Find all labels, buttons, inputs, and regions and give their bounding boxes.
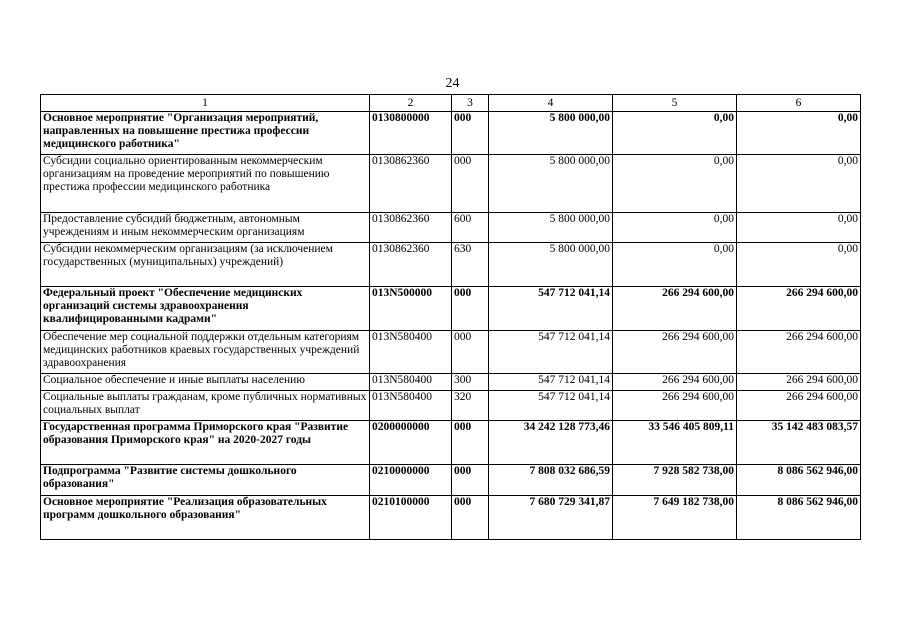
header-col-5: 5: [613, 95, 737, 112]
row-amount-4: 7 680 729 341,87: [489, 496, 613, 540]
row-amount-5: 7 928 582 738,00: [613, 465, 737, 496]
table-row: [41, 374, 861, 391]
row-amount-4: 547 712 041,14: [489, 287, 613, 331]
row-name: Социальное обеспечение и иные выплаты населению: [41, 374, 370, 391]
header-col-3: 3: [452, 95, 489, 112]
table-row: [41, 421, 861, 465]
row-amount-6: 35 142 483 083,57: [737, 421, 861, 465]
row-name: Подпрограмма "Развитие системы дошкольного образования": [41, 465, 370, 496]
row-amount-5: 33 546 405 809,11: [613, 421, 737, 465]
row-type: 630: [452, 243, 489, 287]
table-row: [41, 112, 861, 155]
table-row: [41, 287, 861, 331]
row-code: 013N580400: [370, 374, 452, 391]
table-row: [41, 331, 861, 374]
row-amount-6: 266 294 600,00: [737, 287, 861, 331]
page-number: 24: [445, 76, 460, 91]
row-name: Государственная программа Приморского края "Развитие образования Приморского края" на 2020-2027 годы: [41, 421, 370, 465]
header-col-4: 4: [489, 95, 613, 112]
row-amount-6: 266 294 600,00: [737, 331, 861, 374]
row-code: 013N580400: [370, 331, 452, 374]
row-amount-4: 5 800 000,00: [489, 213, 613, 243]
row-amount-6: 266 294 600,00: [737, 391, 861, 421]
row-code: 0130862360: [370, 213, 452, 243]
row-code: 013N580400: [370, 391, 452, 421]
row-name: Федеральный проект "Обеспечение медицинских организаций системы здравоохранения квалифицированными кадрами": [41, 287, 370, 331]
row-amount-4: 5 800 000,00: [489, 243, 613, 287]
table-row: [41, 465, 861, 496]
header-col-1: 1: [41, 95, 370, 112]
row-amount-5: 0,00: [613, 155, 737, 213]
row-code: 0210100000: [370, 496, 452, 540]
row-amount-5: 266 294 600,00: [613, 374, 737, 391]
row-name: Субсидии некоммерческим организациям (за исключением государственных (муниципальных) учреждений): [41, 243, 370, 287]
row-type: 320: [452, 391, 489, 421]
row-code: 0130862360: [370, 243, 452, 287]
header-col-2: 2: [370, 95, 452, 112]
row-amount-6: 0,00: [737, 112, 861, 155]
row-amount-5: 0,00: [613, 243, 737, 287]
row-amount-6: 8 086 562 946,00: [737, 496, 861, 540]
row-code: 0210000000: [370, 465, 452, 496]
row-type: 000: [452, 496, 489, 540]
row-amount-5: 266 294 600,00: [613, 331, 737, 374]
row-amount-6: 0,00: [737, 155, 861, 213]
row-type: 000: [452, 331, 489, 374]
row-name: Предоставление субсидий бюджетным, автономным учреждениям и иным некоммерческим организациям: [41, 213, 370, 243]
row-code: 0200000000: [370, 421, 452, 465]
row-name: Основное мероприятие "Организация мероприятий, направленных на повышение престижа профессии медицинского работника": [41, 112, 370, 155]
row-type: 600: [452, 213, 489, 243]
row-type: 300: [452, 374, 489, 391]
row-amount-6: 8 086 562 946,00: [737, 465, 861, 496]
header-col-6: 6: [737, 95, 861, 112]
row-type: 000: [452, 421, 489, 465]
row-name: Основное мероприятие "Реализация образовательных программ дошкольного образования": [41, 496, 370, 540]
row-type: 000: [452, 287, 489, 331]
row-type: 000: [452, 465, 489, 496]
row-amount-5: 0,00: [613, 213, 737, 243]
row-amount-4: 547 712 041,14: [489, 374, 613, 391]
budget-table: [40, 94, 861, 540]
row-name: Социальные выплаты гражданам, кроме публичных нормативных социальных выплат: [41, 391, 370, 421]
row-code: 013N500000: [370, 287, 452, 331]
row-code: 0130862360: [370, 155, 452, 213]
row-amount-4: 34 242 128 773,46: [489, 421, 613, 465]
row-amount-5: 266 294 600,00: [613, 287, 737, 331]
row-amount-4: 7 808 032 686,59: [489, 465, 613, 496]
row-amount-6: 266 294 600,00: [737, 374, 861, 391]
row-amount-6: 0,00: [737, 213, 861, 243]
table-row: [41, 155, 861, 213]
table-row: [41, 243, 861, 287]
row-amount-4: 5 800 000,00: [489, 112, 613, 155]
row-amount-4: 547 712 041,14: [489, 391, 613, 421]
table-row: [41, 391, 861, 421]
row-amount-5: 7 649 182 738,00: [613, 496, 737, 540]
table-row: [41, 213, 861, 243]
row-amount-5: 0,00: [613, 112, 737, 155]
row-amount-4: 547 712 041,14: [489, 331, 613, 374]
row-type: 000: [452, 155, 489, 213]
row-name: Обеспечение мер социальной поддержки отдельным категориям медицинских работников краевых государственных учреждений здравоохранения: [41, 331, 370, 374]
row-name: Субсидии социально ориентированным некоммерческим организациям на проведение мероприятий по повышению престижа профессии медицинского работника: [41, 155, 370, 213]
row-type: 000: [452, 112, 489, 155]
row-amount-5: 266 294 600,00: [613, 391, 737, 421]
row-amount-6: 0,00: [737, 243, 861, 287]
row-amount-4: 5 800 000,00: [489, 155, 613, 213]
header-row: [41, 95, 861, 112]
row-code: 0130800000: [370, 112, 452, 155]
table-row: [41, 496, 861, 540]
